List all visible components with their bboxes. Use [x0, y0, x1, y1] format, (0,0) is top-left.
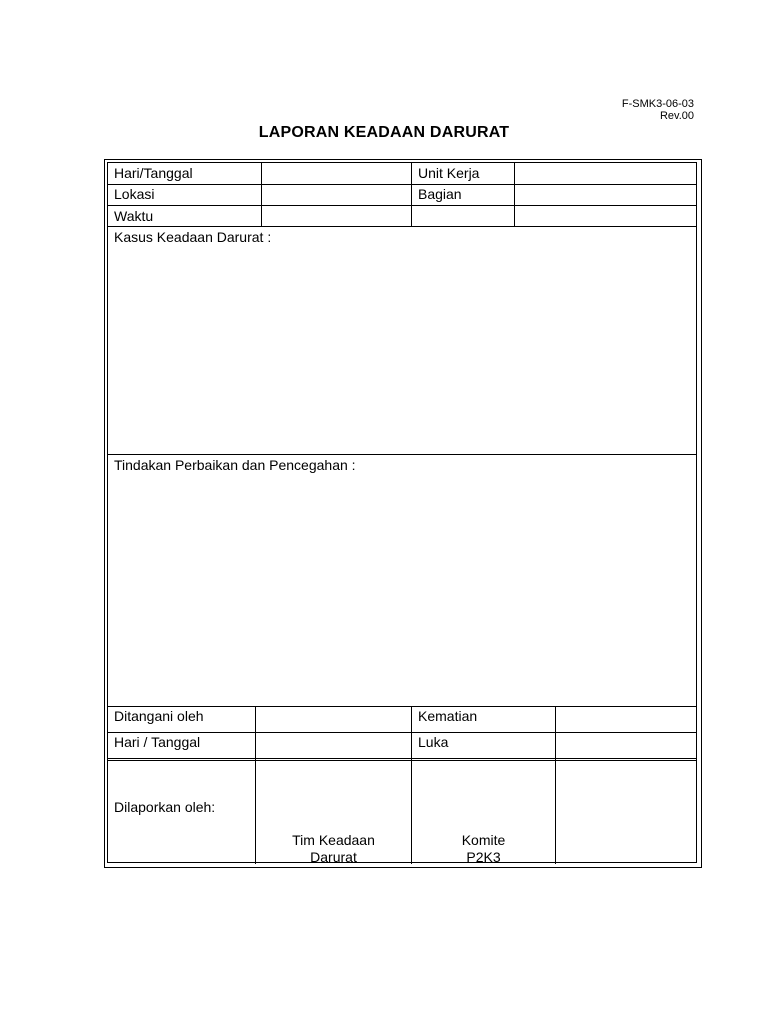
label-tim-keadaan-darurat: [256, 832, 411, 866]
komite-label-line2: P2K3: [466, 849, 501, 865]
label-komite-p2k3: [412, 832, 555, 866]
kasus-keadaan-darurat-field[interactable]: [108, 247, 698, 453]
ditangani-oleh-field[interactable]: [256, 707, 411, 732]
col-divider: [411, 163, 412, 226]
row-divider: [108, 454, 696, 455]
kematian-field[interactable]: [556, 707, 698, 732]
hari-tanggal-bottom-field[interactable]: [256, 733, 411, 758]
label-luka: Luka: [418, 734, 449, 750]
label-hari-tanggal-bottom: Hari / Tanggal: [114, 734, 201, 750]
label-waktu: Waktu: [114, 208, 154, 224]
tim-label-line2: Darurat: [310, 849, 357, 865]
document-code-block: [622, 98, 694, 122]
label-unit-kerja: Unit Kerja: [418, 165, 480, 181]
row-divider: [108, 226, 696, 227]
luka-field[interactable]: [556, 733, 698, 758]
hari-tanggal-field[interactable]: [262, 163, 411, 184]
label-bagian: Bagian: [418, 186, 462, 202]
extra-signature-field[interactable]: [556, 761, 698, 864]
label-dilaporkan-oleh: Dilaporkan oleh:: [114, 799, 216, 815]
label-lokasi: Lokasi: [114, 186, 155, 202]
unit-kerja-field[interactable]: [515, 163, 698, 184]
page-title: LAPORAN KEADAAN DARURAT: [258, 124, 510, 141]
tindakan-perbaikan-field[interactable]: [108, 475, 698, 705]
report-form: [104, 159, 702, 868]
lokasi-field[interactable]: [262, 185, 411, 205]
label-kematian: Kematian: [418, 708, 478, 724]
komite-label-line1: Komite: [461, 832, 506, 848]
bagian-field[interactable]: [515, 185, 698, 205]
label-tindakan-perbaikan: Tindakan Perbaikan dan Pencegahan :: [114, 457, 356, 473]
label-kasus-keadaan-darurat: Kasus Keadaan Darurat :: [114, 229, 272, 245]
waktu-field[interactable]: [262, 206, 411, 226]
report-form-grid: [107, 162, 697, 863]
tim-label-line1: Tim Keadaan: [292, 832, 375, 848]
label-hari-tanggal: Hari/Tanggal: [114, 165, 193, 181]
revision-number: Rev.00: [659, 110, 694, 122]
label-ditangani-oleh: Ditangani oleh: [114, 708, 204, 724]
document-code: F-SMK3-06-03: [621, 98, 694, 110]
